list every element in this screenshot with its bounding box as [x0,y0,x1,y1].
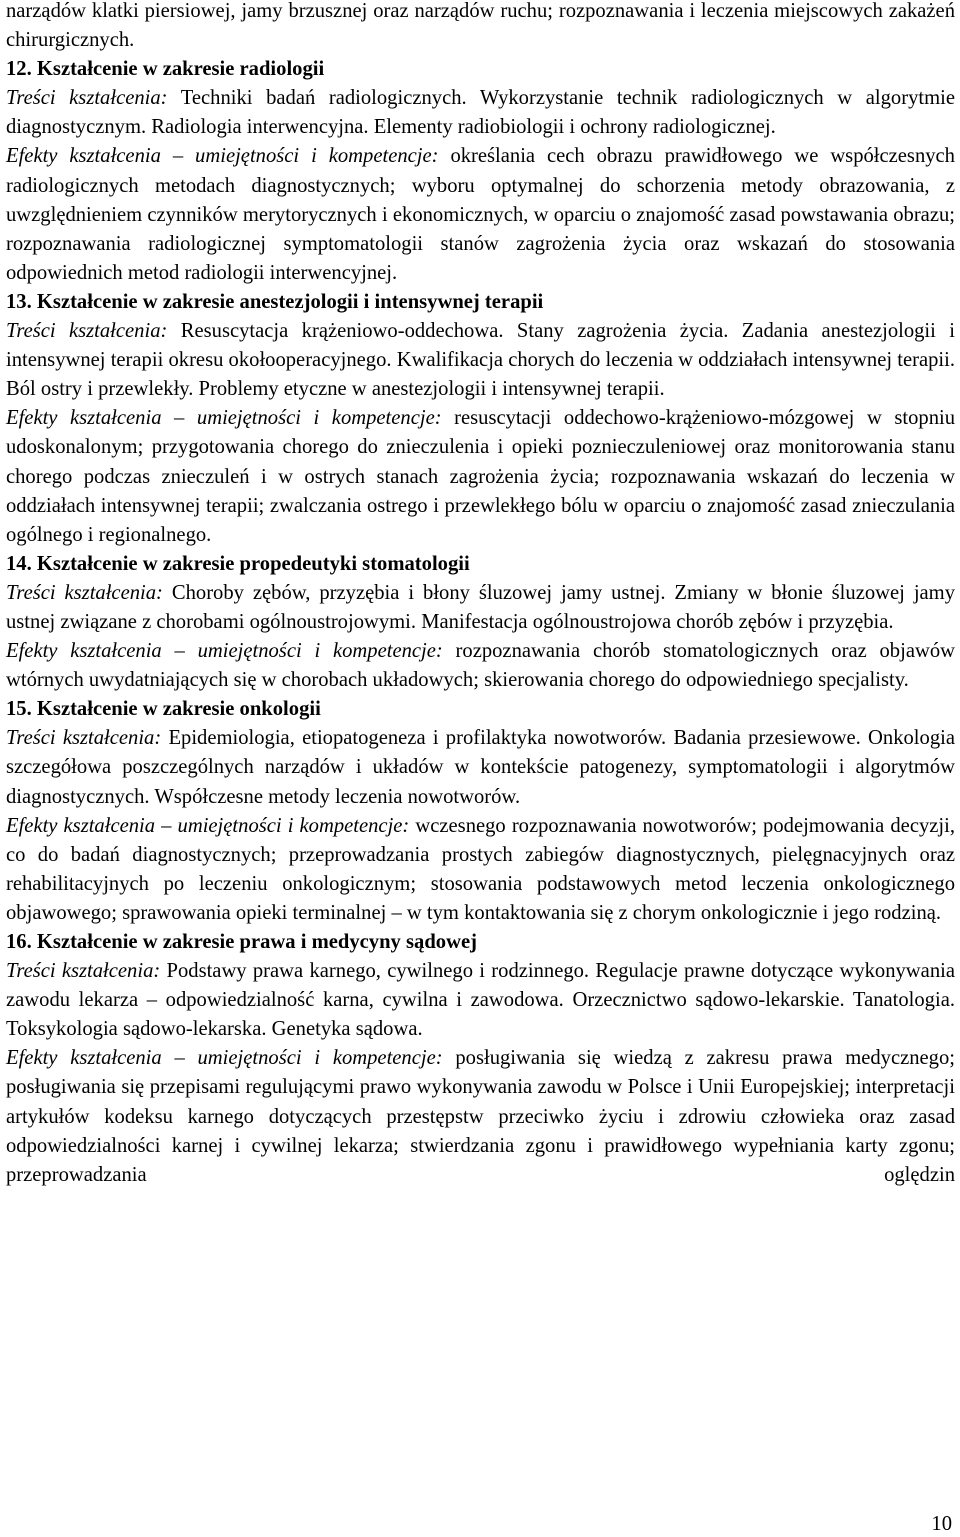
section-content-13 [6,317,955,404]
effects-label: Efekty kształcenia – umiejętności i kompetencje: [6,407,442,430]
effects-text: określania cech obrazu prawidłowego we współczesnych radiologicznych metodach diagnostycznych; wyboru optymalnej do schorzenia metody obrazowania, z uwzględnieniem czynników merytorycznych i ekonomicznych, w oparciu o znajomość zasad powstawania obrazu; rozpoznawania radiologicznej symptomatologii stanów zagrożenia życia oraz wskazań do stosowania odpowiednich metod radiologii interwencyjnej. [6,145,955,284]
effects-text: posługiwania się wiedzą z zakresu prawa medycznego; posługiwania się przepisami regulującymi prawo wykonywania zawodu w Polsce i Unii Europejskiej; interpretacji artykułów kodeksu karnego dotyczących przestępstw przeciwko życiu i zdrowiu człowieka oraz zasad odpowiedzialności karnej i cywilnej lekarza; stwierdzania zgonu i prawidłowego wypełniania karty zgonu; przeprowadzania oględzin [6,1047,956,1186]
section-heading-16 [6,928,955,957]
section-effects-13 [6,404,955,549]
section-content-15 [6,724,955,811]
content-text: Techniki badań radiologicznych. Wykorzystanie technik radiologicznych w algorytmie diagnostycznym. Radiologia interwencyjna. Elementy radiobiologii i ochrony radiologicznej. [6,87,955,139]
effects-label: Efekty kształcenia – umiejętności i kompetencje: [6,1047,443,1070]
intro-paragraph: narządów klatki piersiowej, jamy brzusznej oraz narządów ruchu; rozpoznawania i leczenia miejscowych zakażeń chirurgicznych. [6,0,955,52]
content-text: Podstawy prawa karnego, cywilnego i rodzinnego. Regulacje prawne dotyczące wykonywania zawodu lekarza – odpowiedzialność karna, cywilna i zawodowa. Orzecznictwo sądowo-lekarskie. Tanatologia. Toksykologia sądowo-lekarska. Genetyka sądowa. [6,960,955,1041]
section-effects-16 [6,1044,955,1189]
effects-label: Efekty kształcenia – umiejętności i kompetencje: [6,145,439,168]
section-title: Kształcenie w zakresie radiologii [36,58,325,81]
section-effects-15 [6,812,955,928]
document-body [6,0,955,1190]
section-content-14 [6,579,955,637]
section-title: Kształcenie w zakresie prawa i medycyny sądowej [36,931,477,953]
section-effects-14 [6,637,955,695]
content-label: Treści kształcenia: [6,960,161,983]
section-effects-12 [6,142,955,287]
content-text: Choroby zębów, przyzębia i błony śluzowej jamy ustnej. Zmiany w błonie śluzowej jamy ustnej związane z chorobami ogólnoustrojowymi. Manifestacja ogólnoustrojowa chorób zębów i przyzębia. [6,581,955,633]
section-title: Kształcenie w zakresie propedeutyki stomatologii [36,552,470,575]
effects-text: wczesnego rozpoznawania nowotworów; podejmowania decyzji, co do badań diagnostycznych; przeprowadzania prostych zabiegów diagnostycznych, pielęgnacyjnych oraz rehabilitacyjnych po leczeniu onkologicznym; stosowania podstawowych metod leczenia onkologicznego objawowego; sprawowania opieki terminalnej – w tym kontaktowania się z chorym onkologicznie i jego rodziną. [6,814,955,924]
section-title: Kształcenie w zakresie anestezjologii i intensywnej terapii [36,290,544,313]
content-label: Treści kształcenia: [6,87,168,110]
content-text: Resuscytacja krążeniowo-oddechowa. Stany zagrożenia życia. Zadania anestezjologii i intensywnej terapii okresu okołooperacyjnego. Kwalifikacja chorych do leczenia w oddziałach intensywnej terapii. Ból ostry i przewlekły. Problemy etyczne w anestezjologii i intensywnej terapii. [6,320,955,401]
effects-text: rozpoznawania chorób stomatologicznych oraz objawów wtórnych uwydatniających się w chorobach układowych; skierowania chorego do odpowiedniego specjalisty. [6,640,956,692]
section-title: Kształcenie w zakresie onkologii [36,698,321,721]
section-number: 12. [6,58,32,81]
section-number: 16. [6,931,32,953]
content-label: Treści kształcenia: [6,581,163,604]
section-heading-13 [6,288,955,317]
content-text: Epidemiologia, etiopatogeneza i profilaktyka nowotworów. Badania przesiewowe. Onkologia szczegółowa poszczególnych narządów i układów w kontekście patogenezy, symptomatologii i algorytmów diagnostycznych. Współczesne metody leczenia nowotworów. [6,727,955,808]
page-number: 10 [931,1513,952,1535]
section-heading-14 [6,550,955,579]
section-number: 14. [6,552,32,575]
content-label: Treści kształcenia: [6,727,162,750]
section-content-16 [6,957,955,1044]
effects-text: resuscytacji oddechowo-krążeniowo-mózgowej w stopniu udoskonalonym; przygotowania chorego do znieczulenia i opieki poznieczuleniowej oraz monitorowania stanu chorego podczas znieczuleń i w ostrych stanach zagrożenia życia; rozpoznawania wskazań do leczenia w oddziałach intensywnej terapii; zwalczania ostrego i przewlekłego bólu w oparciu o znajomość zasad znieczulania ogólnego i regionalnego. [6,407,956,546]
section-number: 13. [6,290,32,313]
effects-label: Efekty kształcenia – umiejętności i kompetencje: [6,640,443,663]
content-label: Treści kształcenia: [6,320,168,343]
section-content-12 [6,84,955,142]
section-heading-12 [6,55,955,84]
effects-label: Efekty kształcenia – umiejętności i kompetencje: [6,814,410,837]
section-number: 15. [6,698,32,721]
section-heading-15 [6,695,955,724]
